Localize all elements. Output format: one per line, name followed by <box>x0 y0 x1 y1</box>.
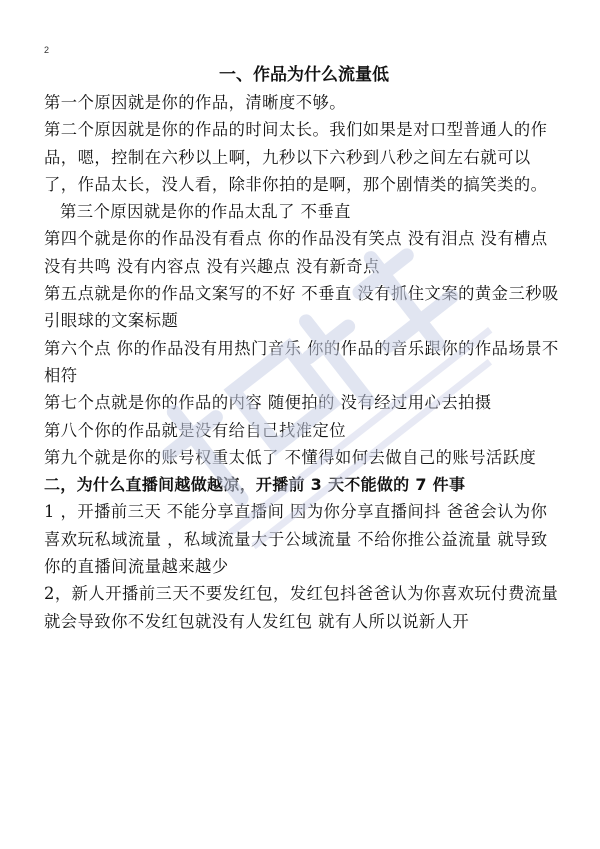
paragraph-reason-3: 第三个原因就是你的作品太乱了 不垂直 <box>60 202 351 222</box>
page-number: 2 <box>44 45 50 55</box>
document-body <box>44 62 564 635</box>
paragraph-reason-2: 第二个原因就是你的作品的时间太长。我们如果是对口型普通人的作品，嗯，控制在六秒以上啊，九秒以下六秒到八秒之间左右就可以了，作品太长，没人看，除非你拍的是啊，那个剧情类的搞笑类的。 <box>44 120 548 194</box>
section-2-item-2: 2，新人开播前三天不要发红包，发红包抖爸爸认为你喜欢玩付费流量 就会导致你不发红包就没有人发红包 就有人所以说新人开 <box>44 584 559 631</box>
section-2-heading: 二，为什么直播间越做越凉，开播前 3 天不能做的 7 件事 <box>44 475 466 495</box>
paragraph-reason-1: 第一个原因就是你的作品，清晰度不够。 <box>44 93 347 112</box>
paragraph-reason-9: 第九个就是你的账号权重太低了 不懂得如何去做自己的账号活跃度 <box>44 447 537 467</box>
section-2-item-1: 1 ，开播前三天 不能分享直播间 因为你分享直播间抖 爸爸会认为你喜欢玩私域流量 ，私域流量大于公域流量 不给你推公益流量 就导致你的直播间流量越来越少 <box>44 502 548 577</box>
paragraph-reason-5: 第五点就是你的作品文案写的不好 不垂直 没有抓住文案的黄金三秒吸引眼球的文案标题 <box>44 284 559 331</box>
paragraph-reason-7: 第七个点就是你的作品的内容 随便拍的 没有经过用心去拍摄 <box>44 393 492 413</box>
paragraph-reason-4: 第四个就是你的作品没有看点 你的作品没有笑点 没有泪点 没有槽点 没有共鸣 没有内容点 没有兴趣点 没有新奇点 <box>44 229 548 276</box>
paragraph-reason-8: 第八个你的作品就是没有给自己找准定位 <box>44 420 347 440</box>
section-1-heading: 一、作品为什么流量低 <box>219 65 389 85</box>
paragraph-reason-6: 第六个点 你的作品没有用热门音乐 你的作品的音乐跟你的作品场景不相符 <box>44 338 559 385</box>
